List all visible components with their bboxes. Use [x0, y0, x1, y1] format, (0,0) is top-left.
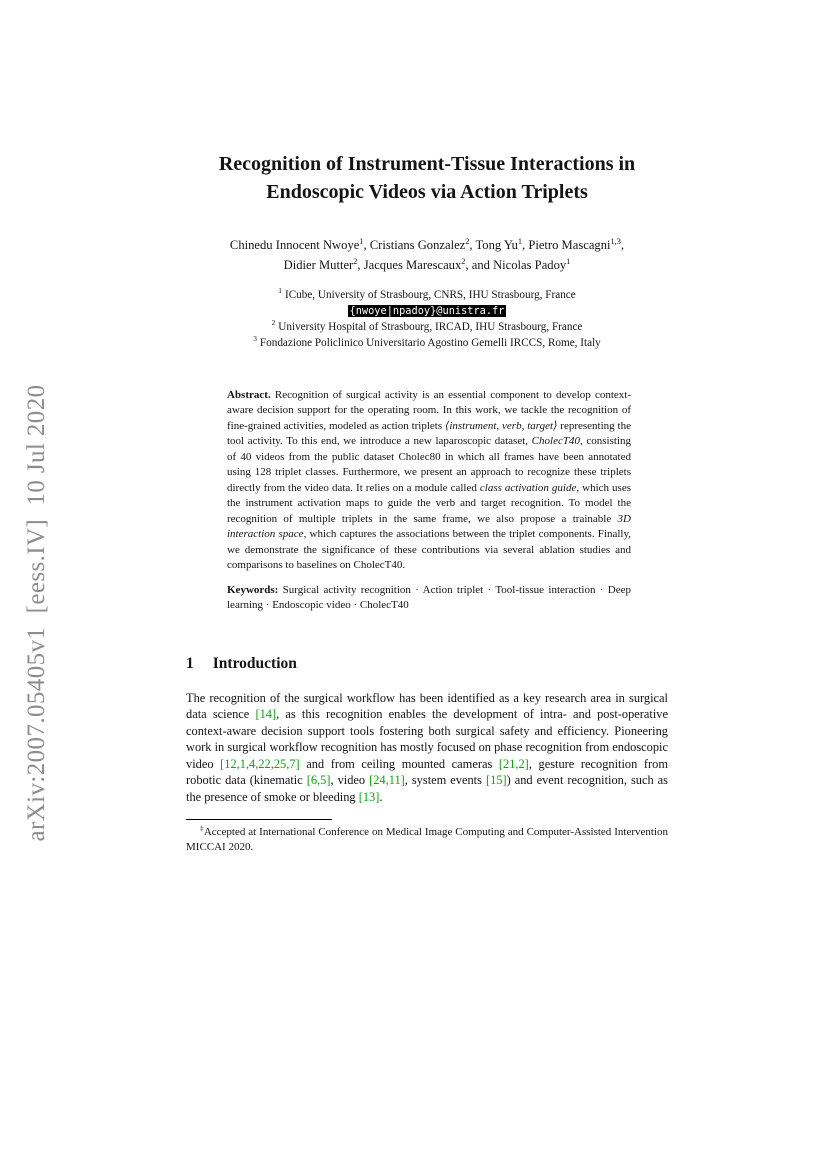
author-separator: ,: [620, 238, 625, 252]
author-affiliation-mark: 1: [359, 236, 364, 246]
affiliation-marker: 2: [271, 318, 276, 328]
introduction-paragraph: [186, 690, 668, 806]
citation-link[interactable]: [21,2]: [498, 756, 529, 771]
body-text: and from ceiling mounted cameras: [299, 756, 499, 771]
abstract-dataset-name: CholecT40: [531, 435, 580, 448]
paper-title: [186, 0, 668, 206]
section-number: 1: [186, 654, 194, 672]
citation-link[interactable]: [13]: [358, 789, 380, 804]
abstract-text: Recognition of surgical activity is an essential component to develop context-aware decision support for the operating room. In this work, we tackle the recognition of fine-grained activities, modeled as action triplets: [227, 388, 631, 432]
abstract-term-class-activation-guide: class activation guide: [479, 481, 577, 494]
affiliation-marker: 1: [278, 286, 282, 296]
abstract-label: Abstract.: [227, 388, 271, 401]
author-name: , and Nicolas Padoy: [465, 257, 567, 272]
affiliation-text: ICube, University of Strasbourg, CNRS, IHU Strasbourg, France: [284, 289, 576, 302]
affiliations: [186, 288, 668, 352]
citation-link[interactable]: [15]: [485, 773, 507, 788]
citation-link[interactable]: [12,1,4,22,25,7]: [220, 756, 300, 771]
affiliation-text: Fondazione Policlinico Universitario Agostino Gemelli IRCCS, Rome, Italy: [259, 336, 601, 349]
body-text: .: [379, 789, 383, 804]
body-text: , video: [330, 773, 370, 788]
citation-link[interactable]: [14]: [255, 707, 277, 722]
body-text: ) and event recognition, such as the presence of smoke or bleeding: [186, 773, 668, 804]
abstract-triplet-notation: ⟨instrument, verb, target⟩: [445, 419, 558, 432]
citation-link[interactable]: [24,11]: [369, 773, 405, 788]
keywords-label: Keywords:: [227, 583, 279, 596]
section-title: Introduction: [212, 654, 297, 672]
abstract-text: , which captures the associations between the triplet components. Finally, we demonstrate the significance of these contributions via several ablation studies and comparisons to baselines on CholecT40.: [227, 528, 632, 572]
title-line-1: Recognition of Instrument-Tissue Interactions in: [218, 153, 636, 175]
body-text: The recognition of the surgical workflow has been identified as a key research area in surgical data science: [186, 690, 668, 722]
footnote-text: Accepted at International Conference on Medical Image Computing and Computer-Assisted Intervention MICCAI 2020.: [186, 826, 669, 854]
footnote: [186, 825, 668, 855]
arxiv-watermark: arXiv:2007.05405v1 [eess.IV] 10 Jul 2020: [23, 384, 50, 842]
footnote-marker: ‡: [200, 824, 204, 833]
author-name: Chinedu Innocent Nwoye: [229, 238, 360, 252]
affiliation-email-line: [186, 304, 668, 320]
section-heading-introduction: [186, 654, 668, 674]
email-address[interactable]: {nwoye|npadoy}@unistra.fr: [349, 304, 505, 317]
author-affiliation-mark: 1: [517, 236, 523, 246]
author-affiliation-mark: 2: [461, 256, 466, 266]
body-text: , gesture recognition from robotic data (kinematic: [186, 756, 668, 788]
abstract-text: , consisting of 40 videos from the public dataset Cholec80 in which all frames have been annotated using 128 triplet classes. Furthermore, we present an approach to recognize these triplets directly from the video data. It relies on a module called: [227, 435, 631, 494]
abstract-text: , which uses the instrument activation maps to guide the verb and target recognition. To model the recognition of multiple triplets in the same frame, we also propose a trainable: [227, 481, 632, 525]
affiliation-text: University Hospital of Strasbourg, IRCAD, IHU Strasbourg, France: [278, 320, 583, 333]
author-name: , Jacques Marescaux: [357, 257, 462, 272]
footnote-rule: [186, 819, 332, 820]
affiliation-1: [186, 288, 668, 304]
author-affiliation-mark: 2: [465, 236, 470, 246]
citation-link[interactable]: [6,5]: [306, 773, 331, 788]
author-affiliation-mark: 2: [353, 256, 358, 266]
author-name: , Tong Yu: [469, 238, 518, 252]
abstract-text: representing the tool activity. To this end, we introduce a new laparoscopic dataset,: [227, 419, 631, 448]
author-line-2: [186, 256, 668, 276]
author-name: Didier Mutter: [283, 257, 354, 272]
paper-content: [186, 0, 668, 855]
author-list: [186, 236, 668, 275]
author-affiliation-mark: 1: [566, 256, 571, 266]
affiliation-3: [186, 336, 668, 352]
author-affiliation-mark: 1,3: [610, 236, 621, 246]
author-name: , Pietro Mascagni: [522, 238, 611, 252]
abstract-term-3d-interaction-space: 3D interaction space: [227, 512, 631, 541]
body-text: , system events: [404, 773, 486, 788]
keywords: [227, 583, 631, 614]
author-line-1: [186, 236, 668, 256]
keywords-text: Surgical activity recognition · Action triplet · Tool-tissue interaction · Deep learning · Endoscopic video · CholecT40: [227, 583, 632, 612]
abstract: [227, 388, 631, 574]
affiliation-marker: 3: [253, 334, 257, 344]
author-name: , Cristians Gonzalez: [363, 238, 466, 252]
affiliation-2: [186, 320, 668, 336]
body-text: , as this recognition enables the development of intra- and post-operative context-aware decision support tools fostering both surgical safety and efficiency. Pioneering work in surgical workflow recognition has mostly focused on phase recognition from endoscopic video: [186, 707, 668, 771]
title-line-2: Endoscopic Videos via Action Triplets: [266, 181, 588, 203]
